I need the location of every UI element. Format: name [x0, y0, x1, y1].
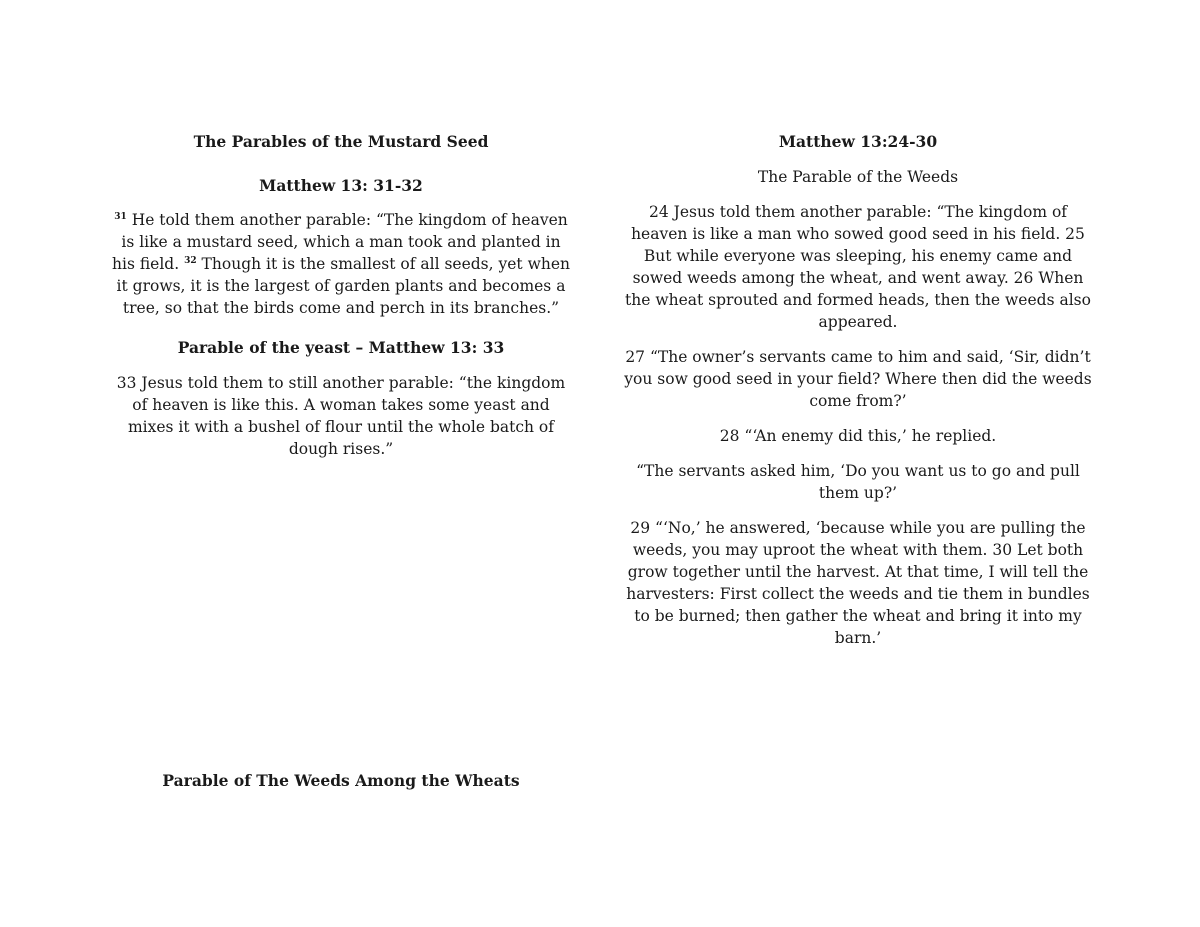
mustard-seed-reference: Matthew 13: 31-32 [259, 176, 423, 195]
verse-number: 31 [114, 212, 127, 222]
weeds-paragraph-2: 27 “The owner’s servants came to him and said, ‘Sir, didn’t you sow good seed in your field? Where then did the weeds come from?’ [624, 348, 1092, 410]
right-column [624, 131, 1092, 649]
yeast-passage: 33 Jesus told them to still another parable: “the kingdom of heaven is like this. A woman takes some yeast and mixes it with a bushel of flour until the whole batch of dough rises.” [116, 374, 566, 458]
weeds-paragraph-3: 28 “‘An enemy did this,’ he replied. [719, 427, 997, 445]
weeds-among-wheat-title: Parable of The Weeds Among the Wheats [162, 771, 520, 790]
mustard-seed-title: The Parables of the Mustard Seed [193, 132, 489, 151]
left-column [108, 131, 574, 460]
yeast-title: Parable of the yeast – Matthew 13: 33 [177, 338, 505, 357]
verse-32-text: Though it is the smallest of all seeds, yet when it grows, it is the largest of garden plants and becomes a tree, so that the birds come and perch in its branches.” [116, 255, 570, 317]
weeds-subtitle: The Parable of the Weeds [757, 168, 959, 186]
mustard-seed-passage [108, 209, 574, 319]
weeds-paragraph-5: 29 “‘No,’ he answered, ‘because while you are pulling the weeds, you may uproot the wheat with them. 30 Let both grow together until the harvest. At that time, I will tell the harvesters: First collect the weeds and tie them in bundles to be burned; then gather the wheat and bring it into my barn.’ [626, 519, 1090, 647]
weeds-paragraph-4: “The servants asked him, ‘Do you want us to go and pull them up?’ [636, 462, 1080, 502]
verse-number: 32 [184, 256, 197, 266]
weeds-paragraph-1: 24 Jesus told them another parable: “The kingdom of heaven is like a man who sowed good seed in his field. 25 But while everyone was sleeping, his enemy came and sowed weeds among the wheat, and went away. 26 When the wheat sprouted and formed heads, then the weeds also appeared. [625, 203, 1091, 331]
weeds-reference: Matthew 13:24-30 [778, 132, 938, 151]
verse-31-text: He told them another parable: “The kingdom of heaven is like a mustard seed, which a man took and planted in his field. [112, 211, 568, 273]
